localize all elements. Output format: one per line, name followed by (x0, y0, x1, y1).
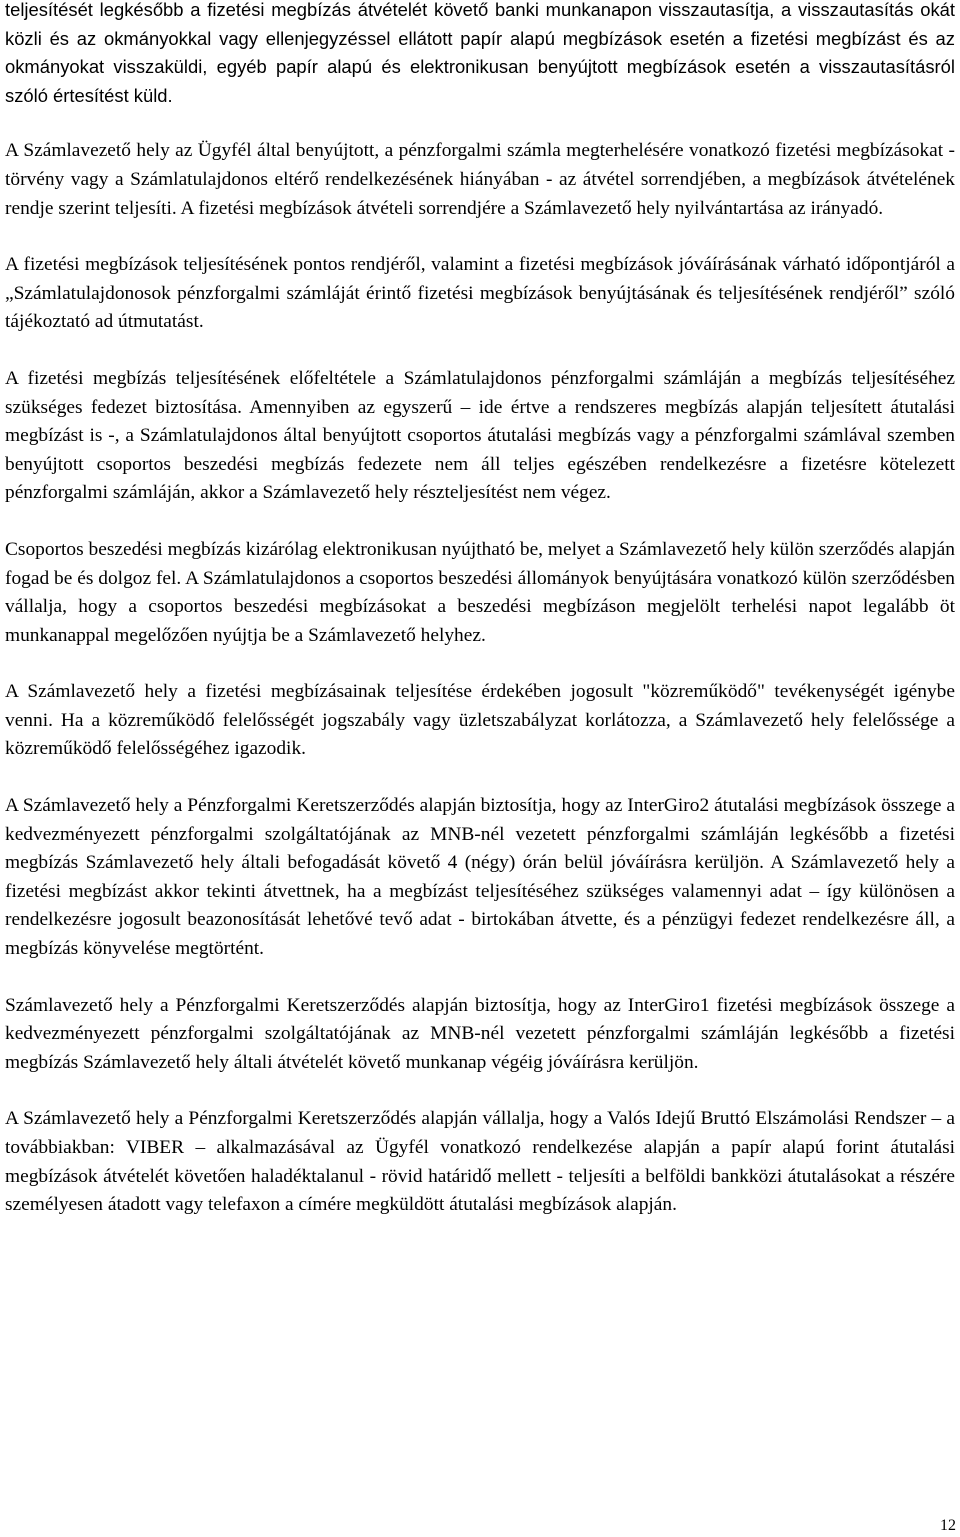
paragraph-group-collection: Csoportos beszedési megbízás kizárólag elektronikusan nyújtható be, melyet a Számlavezető hely külön szerződés alapján fogad be és dolgoz fel. A Számlatulajdonos a csoportos beszedési állományok benyújtására vonatkozó külön szerződésben vállalja, hogy a csoportos beszedési megbízásokat a beszedési megbízáson megjelölt terhelési napot legalább öt munkanappal megelőzően nyújtja be a Számlavezető helyhez. (5, 538, 955, 646)
paragraph-execution-order: A Számlavezető hely az Ügyfél által benyújtott, a pénzforgalmi számla megterhelésére vonatkozó fizetési megbízásokat - törvény vagy a Számlatulajdonos eltérő rendelkezésének hiányában - az átvétel sorrendjében, a megbízások átvételének rendje szerint teljesíti. A fizetési megbízások átvételi sorrendjére a Számlavezető hely nyilvántartása az irányadó. (5, 140, 955, 219)
paragraph-intermediary: A Számlavezető hely a fizetési megbízásainak teljesítése érdekében jogosult "közreműködő" tevékenységét igénybe venni. Ha a közreműködő felelősségét jogszabály vagy üzletszabályzat korlátozza, a Számlavezető hely felelőssége a közreműködő felelősségéhez igazodik. (5, 681, 955, 760)
paragraph-intergiro2: A Számlavezető hely a Pénzforgalmi Keretszerződés alapján biztosítja, hogy az InterGiro2 átutalási megbízások összege a kedvezményezett pénzforgalmi szolgáltatójának az MNB-nél vezetett pénzforgalmi számláján legkésőbb a fizetési megbízás Számlavezető hely általi befogadását követő 4 (négy) órán belül jóváírásra kerüljön. A Számlavezető hely a fizetési megbízást akkor tekinti átvettnek, ha a megbízást teljesítéséhez szükséges valamennyi adat – így különösen a rendelkezésre jogosult beazonosítását lehetővé tevő adat - birtokában átvette, és a pénzügyi fedezet rendelkezésre áll, a megbízás könyvelése megtörtént. (5, 795, 955, 960)
paragraph-rejection-notice: teljesítését legkésőbb a fizetési megbízás átvételét követő banki munkanapon visszautasítja, a visszautasítás okát közli és az okmányokkal vagy ellenjegyzéssel ellátott papír alapú megbízások esetén a fizetési megbízást és az okmányokat visszaküldi, egyéb papír alapú és elektronikusan benyújtott megbízások esetén a visszautasításról szóló értesítést küld. (5, 0, 955, 106)
paragraph-viber: A Számlavezető hely a Pénzforgalmi Keretszerződés alapján vállalja, hogy a Valós Idejű Bruttó Elszámolási Rendszer – a továbbiakban: VIBER – alkalmazásával az Ügyfél vonatkozó rendelkezése alapján a papír alapú forint átutalási megbízások átvételét követően haladéktalanul - rövid határidő mellett - teljesíti a belföldi bankközi átutalásokat a részére személyesen átadott vagy telefaxon a címére megküldött átutalási megbízások alapján. (5, 1108, 955, 1216)
document-body (5, 0, 955, 1248)
paragraph-execution-schedule: A fizetési megbízások teljesítésének pontos rendjéről, valamint a fizetési megbízások jóváírásának várható időpontjáról a „Számlatulajdonosok pénzforgalmi számláját érintő fizetési megbízások benyújtásának és teljesítésének rendjéről” szóló tájékoztató ad útmutatást. (5, 254, 955, 333)
paragraph-intergiro1: Számlavezető hely a Pénzforgalmi Keretszerződés alapján biztosítja, hogy az InterGiro1 fizetési megbízások összege a kedvezményezett pénzforgalmi szolgáltatójának az MNB-nél vezetett pénzforgalmi számláján legkésőbb a fizetési megbízás Számlavezető hely általi átvételét követő munkanap végéig jóváírásra kerüljön. (5, 994, 955, 1073)
paragraph-coverage-requirement: A fizetési megbízás teljesítésének előfeltétele a Számlatulajdonos pénzforgalmi számláján a megbízás teljesítéséhez szükséges fedezet biztosítása. Amennyiben az egyszerű – ide értve a rendszeres megbízás alapján teljesített átutalási megbízást is -, a Számlatulajdonos által benyújtott csoportos átutalási megbízás vagy a pénzforgalmi számlával szemben benyújtott csoportos beszedési megbízás fedezete nem áll teljes egészében rendelkezésre a fizetésre kötelezett pénzforgalmi számláján, akkor a Számlavezető hely részteljesítést nem végez. (5, 367, 955, 504)
page-number: 12 (940, 1517, 956, 1534)
